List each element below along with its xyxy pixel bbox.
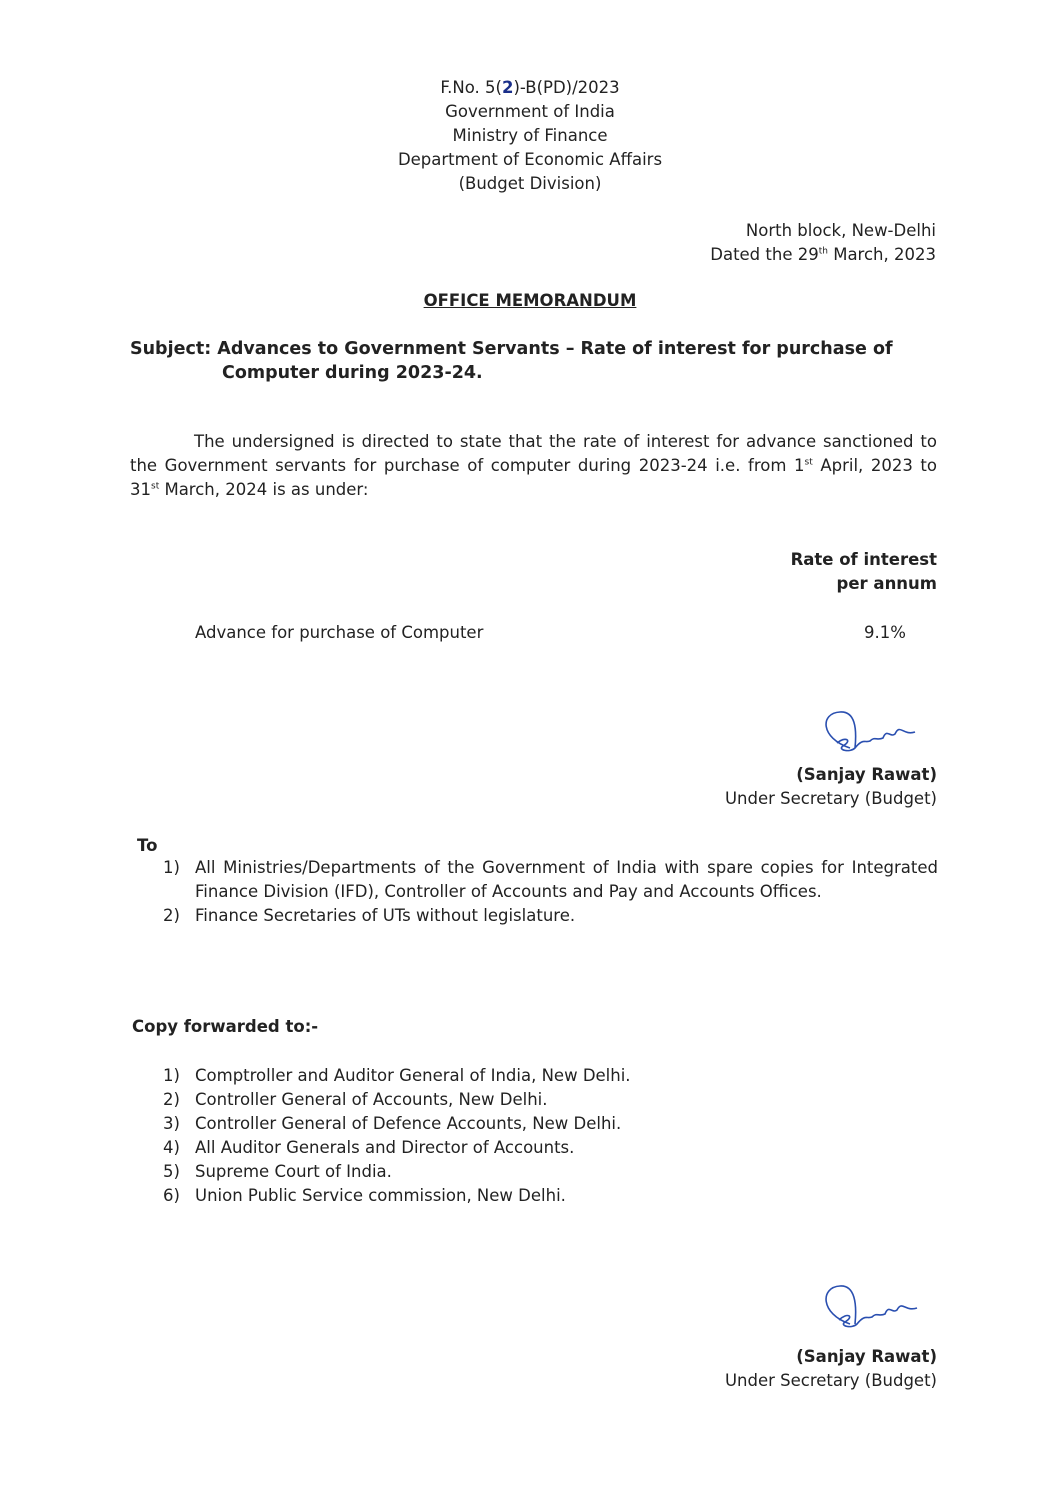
signatory-designation: Under Secretary (Budget) bbox=[724, 789, 937, 808]
signatory-designation: Under Secretary (Budget) bbox=[724, 1371, 937, 1390]
ministry-line: Ministry of Finance bbox=[452, 126, 608, 145]
to-list bbox=[163, 856, 938, 928]
division-line: (Budget Division) bbox=[458, 174, 602, 193]
body-paragraph: The undersigned is directed to state that the rate of interest for advance sanctioned to the Government servants for purchase of computer during 2023-24 i.e. from 1st April, 2023 to 31st March, 2024 is as under: bbox=[130, 432, 937, 499]
signature-block: (Sanjay Rawat) Under Secretary (Budget) bbox=[725, 763, 937, 811]
date: Dated the 29th March, 2023 bbox=[710, 245, 936, 264]
signatory-name: Sanjay Rawat bbox=[803, 1347, 930, 1366]
list-item: 5) Supreme Court of India. bbox=[163, 1162, 392, 1181]
to-label: To bbox=[137, 836, 158, 855]
list-item: 4) All Auditor Generals and Director of Accounts. bbox=[163, 1138, 575, 1157]
place: North block, New-Delhi bbox=[745, 221, 936, 240]
department-line: Department of Economic Affairs bbox=[397, 150, 663, 169]
rate-header: Rate of interest per annum bbox=[790, 550, 937, 593]
place-date bbox=[710, 219, 936, 267]
letterhead bbox=[330, 76, 730, 196]
list-item: 3) Controller General of Defence Accounts, New Delhi. bbox=[163, 1114, 622, 1133]
handwritten-number: 2 bbox=[501, 78, 514, 97]
signature-image-2 bbox=[815, 1282, 935, 1342]
file-number: F.No. 5(2)-B(PD)/2023 bbox=[440, 78, 620, 97]
list-item: 2) Controller General of Accounts, New Delhi. bbox=[163, 1090, 548, 1109]
document-title: OFFICE MEMORANDUM bbox=[423, 291, 637, 310]
signature-block-2: (Sanjay Rawat) Under Secretary (Budget) bbox=[725, 1345, 937, 1393]
list-item: 1) All Ministries/Departments of the Government of India with spare copies for Integrated Finance Division (IFD), Controller of Accounts and Pay and Accounts Offices. bbox=[163, 858, 938, 901]
rate-value: 9.1% bbox=[864, 623, 906, 642]
copy-label: Copy forwarded to:- bbox=[132, 1017, 319, 1036]
signatory-name: Sanjay Rawat bbox=[803, 765, 930, 784]
list-item: 2) Finance Secretaries of UTs without legislature. bbox=[163, 906, 576, 925]
list-item: 1) Comptroller and Auditor General of India, New Delhi. bbox=[163, 1066, 631, 1085]
government-line: Government of India bbox=[445, 102, 615, 121]
copy-list bbox=[163, 1064, 863, 1208]
list-item: 6) Union Public Service commission, New Delhi. bbox=[163, 1186, 566, 1205]
rate-item: Advance for purchase of Computer bbox=[195, 623, 484, 642]
subject: Subject: Advances to Government Servants – Rate of interest for purchase of Computer during 2023-24. bbox=[130, 339, 893, 383]
signature-image bbox=[815, 708, 935, 768]
